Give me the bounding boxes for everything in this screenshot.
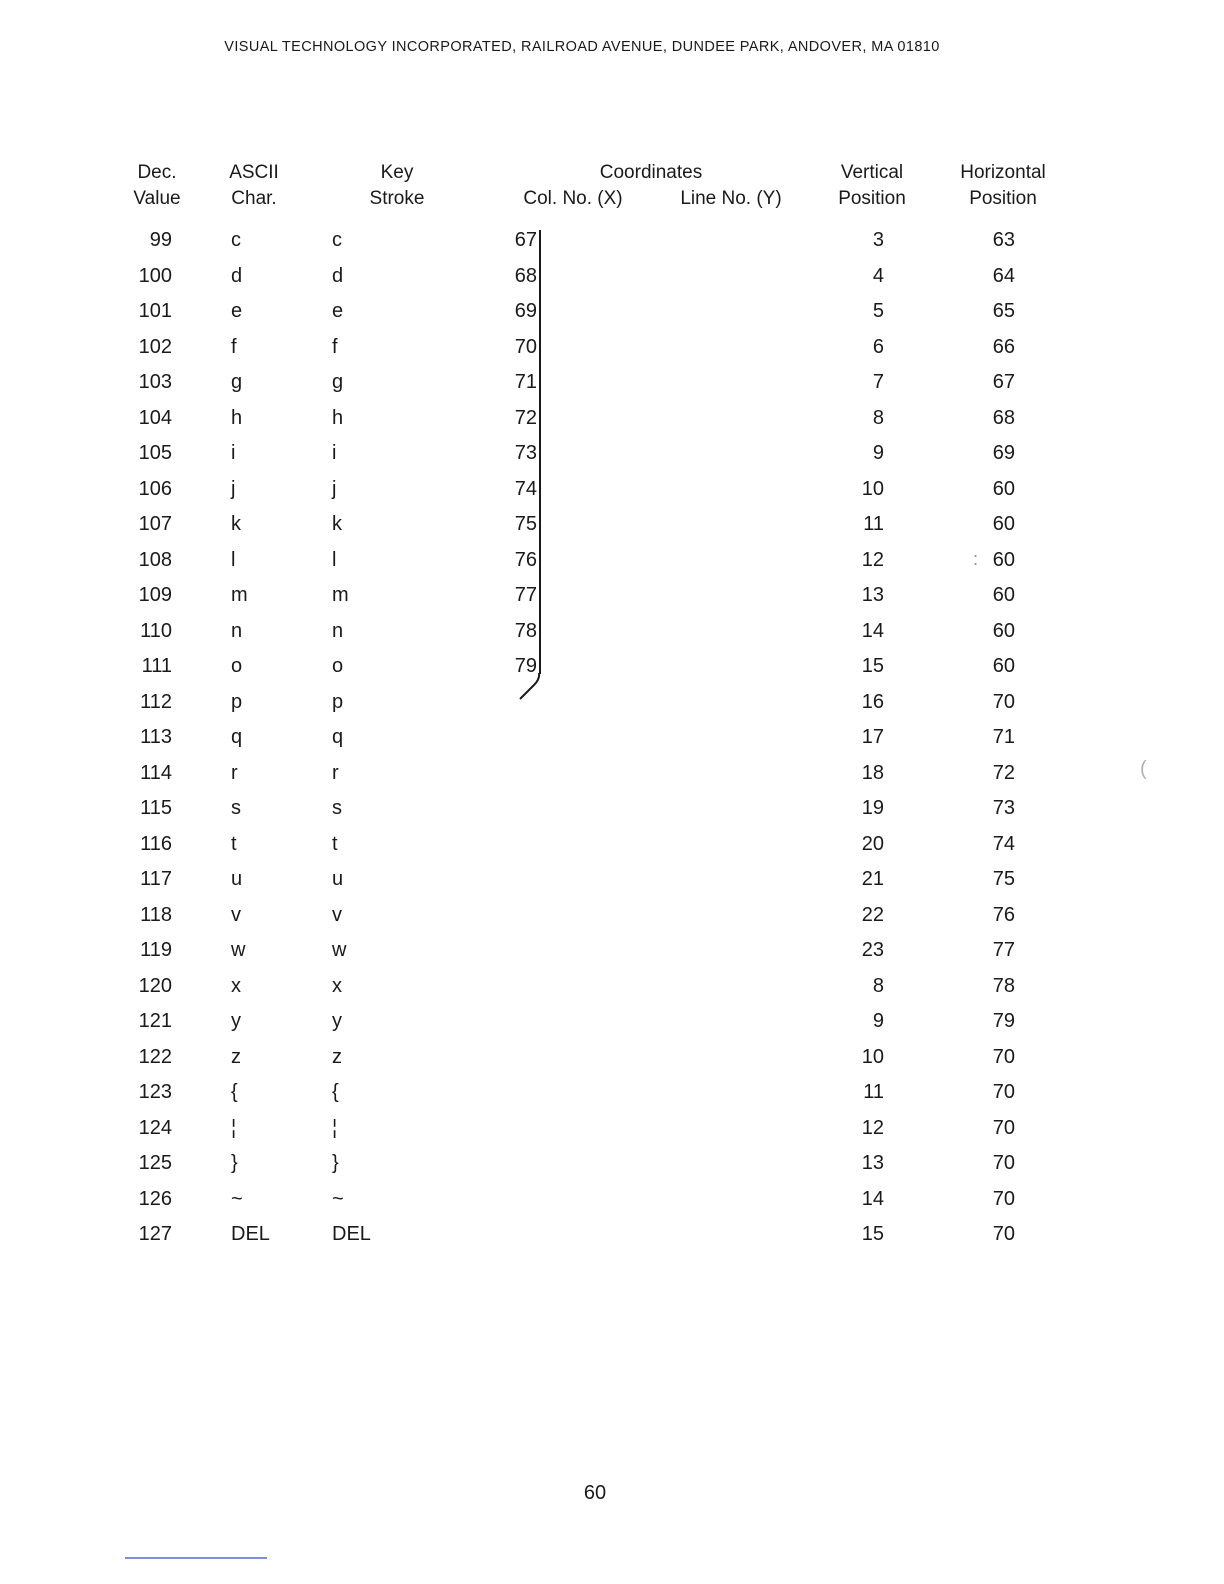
dec-value-cell: 111 bbox=[141, 655, 172, 677]
horizontal-position-cell: 66 bbox=[992, 336, 1015, 358]
horizontal-position-cell: 70 bbox=[992, 1081, 1015, 1103]
footer-rule bbox=[125, 1557, 267, 1559]
dec-value-cell: 115 bbox=[140, 797, 172, 819]
scan-mark-paren: ( bbox=[1140, 758, 1147, 780]
dec-value-cell: 123 bbox=[138, 1081, 172, 1103]
key-stroke-cell: d bbox=[332, 265, 344, 287]
dec-value-cell: 120 bbox=[138, 975, 172, 997]
ascii-char-cell: y bbox=[231, 1010, 241, 1032]
ascii-char-cell: k bbox=[231, 513, 241, 535]
ascii-char-cell: f bbox=[231, 336, 237, 358]
header-dec-line2: Value bbox=[133, 188, 181, 209]
ascii-char-cell: ~ bbox=[231, 1188, 243, 1210]
vertical-position-cell: 7 bbox=[872, 371, 884, 393]
col-no-cell: 70 bbox=[514, 336, 537, 358]
vertical-position-cell: 14 bbox=[861, 620, 884, 642]
dec-value-cell: 103 bbox=[138, 371, 172, 393]
ascii-char-cell: r bbox=[231, 762, 238, 784]
header-dec-line1: Dec. bbox=[137, 162, 177, 183]
dec-value-cell: 102 bbox=[138, 336, 172, 358]
header-ascii-line2: Char. bbox=[231, 188, 277, 209]
horizontal-position-cell: 70 bbox=[992, 1223, 1015, 1245]
key-stroke-cell: v bbox=[332, 904, 342, 926]
horizontal-position-cell: 70 bbox=[992, 691, 1015, 713]
dec-value-cell: 107 bbox=[138, 513, 172, 535]
vertical-position-cell: 9 bbox=[872, 442, 884, 464]
dec-value-cell: 110 bbox=[140, 620, 172, 642]
dec-value-cell: 99 bbox=[149, 229, 172, 251]
ascii-char-cell: o bbox=[231, 655, 243, 677]
vertical-position-cell: 3 bbox=[872, 229, 884, 251]
ascii-char-cell: d bbox=[231, 265, 243, 287]
key-stroke-cell: c bbox=[332, 229, 342, 251]
header-dec-value bbox=[120, 160, 194, 212]
ascii-char-cell: h bbox=[231, 407, 243, 429]
ascii-char-cell: w bbox=[231, 939, 246, 961]
col-no-cell: 75 bbox=[514, 513, 537, 535]
col-no-cell: 76 bbox=[514, 549, 537, 571]
ascii-char-cell: ¦ bbox=[231, 1117, 237, 1139]
horizontal-position-cell: 67 bbox=[992, 371, 1015, 393]
ascii-char-cell: { bbox=[231, 1081, 238, 1103]
dec-value-cell: 104 bbox=[138, 407, 172, 429]
horizontal-position-cell: 77 bbox=[992, 939, 1015, 961]
key-stroke-cell: u bbox=[332, 868, 344, 890]
vertical-position-cell: 15 bbox=[861, 1223, 884, 1245]
col-no-cell: 79 bbox=[514, 655, 537, 677]
dec-value-cell: 113 bbox=[140, 726, 172, 748]
page-number: 60 bbox=[583, 1482, 607, 1504]
key-stroke-cell: k bbox=[332, 513, 342, 535]
ascii-char-cell: g bbox=[231, 371, 243, 393]
dec-value-cell: 100 bbox=[138, 265, 172, 287]
horizontal-position-cell: 60 bbox=[992, 513, 1015, 535]
header-horz-line2: Position bbox=[969, 188, 1037, 209]
coordinate-bracket bbox=[539, 230, 541, 674]
dec-value-cell: 116 bbox=[140, 833, 172, 855]
dec-value-cell: 126 bbox=[138, 1188, 172, 1210]
horizontal-position-cell: 74 bbox=[992, 833, 1015, 855]
dec-value-cell: 124 bbox=[138, 1117, 172, 1139]
col-no-cell: 72 bbox=[514, 407, 537, 429]
col-no-cell: 69 bbox=[514, 300, 537, 322]
key-stroke-cell: DEL bbox=[332, 1223, 371, 1245]
vertical-position-cell: 19 bbox=[861, 797, 884, 819]
header-col-no-x: Col. No. (X) bbox=[523, 188, 623, 209]
header-coordinates: Coordinates bbox=[599, 162, 703, 183]
vertical-position-cell: 13 bbox=[861, 1152, 884, 1174]
horizontal-position-cell: 65 bbox=[992, 300, 1015, 322]
horizontal-position-cell: 76 bbox=[992, 904, 1015, 926]
ascii-char-cell: z bbox=[231, 1046, 241, 1068]
vertical-position-cell: 13 bbox=[861, 584, 884, 606]
ascii-char-cell: q bbox=[231, 726, 243, 748]
horizontal-position-cell: 72 bbox=[992, 762, 1015, 784]
horizontal-position-cell: 70 bbox=[992, 1152, 1015, 1174]
key-stroke-cell: p bbox=[332, 691, 344, 713]
vertical-position-cell: 12 bbox=[861, 1117, 884, 1139]
horizontal-position-cell: 79 bbox=[992, 1010, 1015, 1032]
letterhead-address: VISUAL TECHNOLOGY INCORPORATED, RAILROAD AVENUE, DUNDEE PARK, ANDOVER, MA 01810 bbox=[224, 39, 940, 55]
key-stroke-cell: f bbox=[332, 336, 338, 358]
ascii-char-cell: i bbox=[231, 442, 236, 464]
header-ascii-line1: ASCII bbox=[229, 162, 279, 183]
horizontal-position-cell: 60 bbox=[992, 655, 1015, 677]
ascii-char-cell: DEL bbox=[231, 1223, 270, 1245]
key-stroke-cell: ¦ bbox=[332, 1117, 338, 1139]
col-no-cell: 73 bbox=[514, 442, 537, 464]
dec-value-cell: 127 bbox=[138, 1223, 172, 1245]
key-stroke-cell: y bbox=[332, 1010, 342, 1032]
key-stroke-cell: z bbox=[332, 1046, 342, 1068]
horizontal-position-cell: 63 bbox=[992, 229, 1015, 251]
header-key-stroke bbox=[352, 160, 442, 212]
horizontal-position-cell: 64 bbox=[992, 265, 1015, 287]
col-no-cell: 67 bbox=[514, 229, 537, 251]
ascii-char-cell: e bbox=[231, 300, 243, 322]
horizontal-position-cell: 70 bbox=[992, 1117, 1015, 1139]
header-key-line1: Key bbox=[380, 162, 414, 183]
col-no-cell: 74 bbox=[514, 478, 537, 500]
vertical-position-cell: 14 bbox=[861, 1188, 884, 1210]
coordinate-bracket-tail bbox=[518, 673, 544, 701]
ascii-char-cell: c bbox=[231, 229, 241, 251]
scan-mark: : bbox=[973, 549, 979, 569]
key-stroke-cell: q bbox=[332, 726, 344, 748]
vertical-position-cell: 10 bbox=[861, 1046, 884, 1068]
key-stroke-cell: x bbox=[332, 975, 342, 997]
key-stroke-cell: ~ bbox=[332, 1188, 344, 1210]
dec-value-cell: 105 bbox=[138, 442, 172, 464]
horizontal-position-cell: 70 bbox=[992, 1046, 1015, 1068]
vertical-position-cell: 23 bbox=[861, 939, 884, 961]
col-no-cell: 78 bbox=[514, 620, 537, 642]
key-stroke-cell: n bbox=[332, 620, 344, 642]
header-line-no-y: Line No. (Y) bbox=[680, 188, 782, 209]
dec-value-cell: 117 bbox=[140, 868, 172, 890]
col-no-cell: 71 bbox=[514, 371, 537, 393]
vertical-position-cell: 8 bbox=[872, 407, 884, 429]
ascii-char-cell: u bbox=[231, 868, 243, 890]
dec-value-cell: 125 bbox=[138, 1152, 172, 1174]
key-stroke-cell: e bbox=[332, 300, 344, 322]
vertical-position-cell: 6 bbox=[872, 336, 884, 358]
vertical-position-cell: 11 bbox=[863, 1081, 884, 1103]
key-stroke-cell: i bbox=[332, 442, 337, 464]
key-stroke-cell: s bbox=[332, 797, 342, 819]
horizontal-position-cell: 70 bbox=[992, 1188, 1015, 1210]
key-stroke-cell: { bbox=[332, 1081, 339, 1103]
ascii-char-cell: } bbox=[231, 1152, 238, 1174]
key-stroke-cell: r bbox=[332, 762, 339, 784]
col-no-cell: 68 bbox=[514, 265, 537, 287]
header-ascii-char bbox=[214, 160, 294, 212]
header-vertical-position bbox=[824, 160, 920, 212]
dec-value-cell: 108 bbox=[138, 549, 172, 571]
header-key-line2: Stroke bbox=[369, 188, 425, 209]
dec-value-cell: 121 bbox=[138, 1010, 172, 1032]
horizontal-position-cell: 69 bbox=[992, 442, 1015, 464]
ascii-char-cell: n bbox=[231, 620, 243, 642]
horizontal-position-cell: 78 bbox=[992, 975, 1015, 997]
ascii-char-cell: m bbox=[231, 584, 248, 606]
header-horizontal-position bbox=[946, 160, 1060, 212]
key-stroke-cell: w bbox=[332, 939, 347, 961]
vertical-position-cell: 10 bbox=[861, 478, 884, 500]
key-stroke-cell: l bbox=[332, 549, 337, 571]
vertical-position-cell: 9 bbox=[872, 1010, 884, 1032]
key-stroke-cell: m bbox=[332, 584, 349, 606]
dec-value-cell: 122 bbox=[138, 1046, 172, 1068]
vertical-position-cell: 5 bbox=[872, 300, 884, 322]
horizontal-position-cell: 60 bbox=[992, 584, 1015, 606]
vertical-position-cell: 12 bbox=[861, 549, 884, 571]
vertical-position-cell: 15 bbox=[861, 655, 884, 677]
ascii-char-cell: j bbox=[231, 478, 236, 500]
ascii-char-cell: v bbox=[231, 904, 241, 926]
key-stroke-cell: } bbox=[332, 1152, 339, 1174]
dec-value-cell: 119 bbox=[140, 939, 172, 961]
dec-value-cell: 109 bbox=[138, 584, 172, 606]
header-horz-line1: Horizontal bbox=[960, 162, 1046, 183]
key-stroke-cell: g bbox=[332, 371, 344, 393]
ascii-char-cell: l bbox=[231, 549, 236, 571]
header-vert-line2: Position bbox=[838, 188, 906, 209]
ascii-char-cell: p bbox=[231, 691, 243, 713]
horizontal-position-cell: 75 bbox=[992, 868, 1015, 890]
dec-value-cell: 114 bbox=[140, 762, 172, 784]
ascii-char-cell: s bbox=[231, 797, 241, 819]
vertical-position-cell: 18 bbox=[861, 762, 884, 784]
vertical-position-cell: 16 bbox=[861, 691, 884, 713]
key-stroke-cell: o bbox=[332, 655, 344, 677]
horizontal-position-cell: 73 bbox=[992, 797, 1015, 819]
horizontal-position-cell: 60 bbox=[992, 549, 1015, 571]
dec-value-cell: 106 bbox=[138, 478, 172, 500]
ascii-char-cell: t bbox=[231, 833, 237, 855]
key-stroke-cell: j bbox=[332, 478, 337, 500]
vertical-position-cell: 17 bbox=[861, 726, 884, 748]
vertical-position-cell: 8 bbox=[872, 975, 884, 997]
vertical-position-cell: 4 bbox=[872, 265, 884, 287]
horizontal-position-cell: 68 bbox=[992, 407, 1015, 429]
vertical-position-cell: 21 bbox=[861, 868, 884, 890]
ascii-char-cell: x bbox=[231, 975, 241, 997]
key-stroke-cell: h bbox=[332, 407, 344, 429]
col-no-cell: 77 bbox=[514, 584, 537, 606]
horizontal-position-cell: 71 bbox=[992, 726, 1015, 748]
header-vert-line1: Vertical bbox=[840, 162, 904, 183]
key-stroke-cell: t bbox=[332, 833, 338, 855]
vertical-position-cell: 20 bbox=[861, 833, 884, 855]
vertical-position-cell: 11 bbox=[863, 513, 884, 535]
vertical-position-cell: 22 bbox=[861, 904, 884, 926]
horizontal-position-cell: 60 bbox=[992, 620, 1015, 642]
dec-value-cell: 118 bbox=[140, 904, 172, 926]
horizontal-position-cell: 60 bbox=[992, 478, 1015, 500]
dec-value-cell: 112 bbox=[140, 691, 172, 713]
dec-value-cell: 101 bbox=[138, 300, 172, 322]
